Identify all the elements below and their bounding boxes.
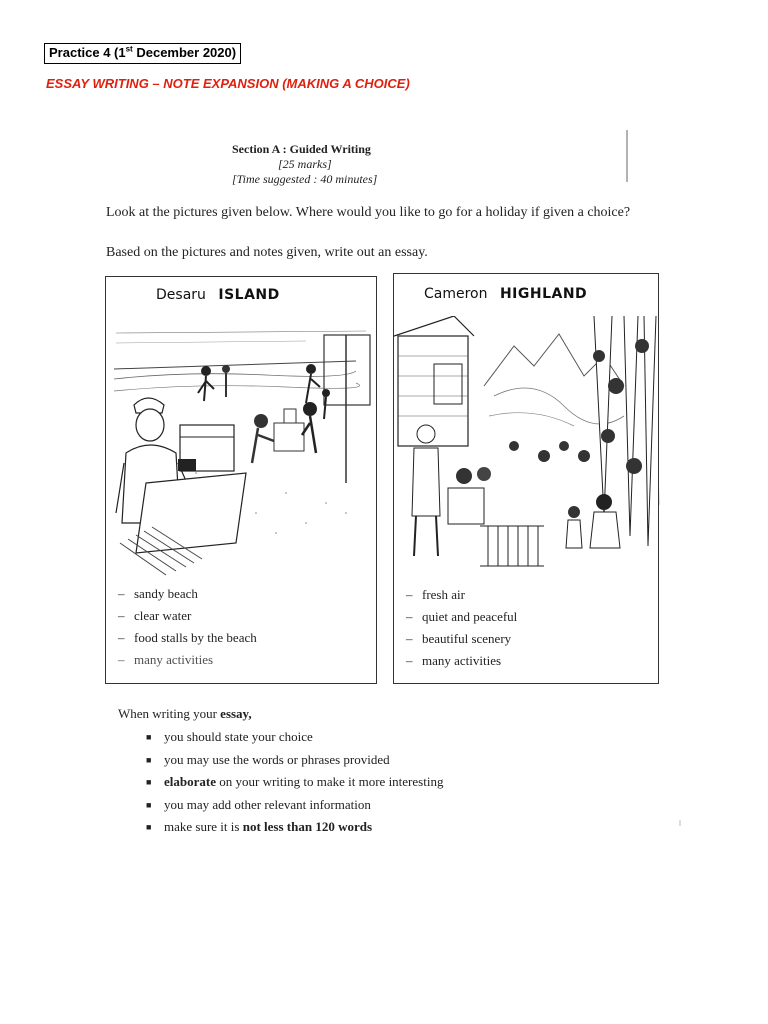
list-item: ■ you may use the words or phrases provided [146,751,390,767]
section-heading [232,142,392,187]
list-item: – many activities [118,652,214,667]
cameron-panel [393,273,659,684]
practice-label: Practice 4 (1st December 2020) [44,43,241,64]
desaru-title: Desaru ISLAND [156,287,280,303]
beach-illustration [106,313,376,583]
list-item: – food stalls by the beach [118,630,257,645]
list-item: – quiet and peaceful [406,609,518,624]
essay-title: ESSAY WRITING – NOTE EXPANSION (MAKING A CHOICE) [46,76,410,91]
list-item: – sandy beach [118,586,198,601]
desaru-notes [118,583,257,671]
guidelines-intro: When writing your essay, [118,706,252,721]
list-item: ■ make sure it is not less than 120 words [146,819,373,834]
list-item: – clear water [118,608,192,623]
guidelines-list [118,726,678,839]
section-marks: [25 marks] [278,157,332,171]
list-item: ■ you may add other relevant information [146,796,371,812]
section-time: [Time suggested : 40 minutes] [232,172,378,186]
desaru-panel [105,276,377,684]
cameron-notes [406,584,517,672]
list-item: – fresh air [406,587,465,602]
list-item: ■ elaborate on your writing to make it more interesting [146,774,444,789]
cameron-title: Cameron HIGHLAND [424,286,588,302]
list-item: ■ you should state your choice [146,729,313,744]
writing-guidelines [118,705,678,839]
instruction-essay: Based on the pictures and notes given, write out an essay. [106,245,428,260]
highland-illustration [394,316,658,578]
instruction-question: Look at the pictures given below. Where would you like to go for a holiday if given a choice? [106,205,631,220]
section-title: Section A : Guided Writing [232,142,371,156]
list-item: – beautiful scenery [406,631,512,646]
list-item: – many activities [406,653,502,668]
